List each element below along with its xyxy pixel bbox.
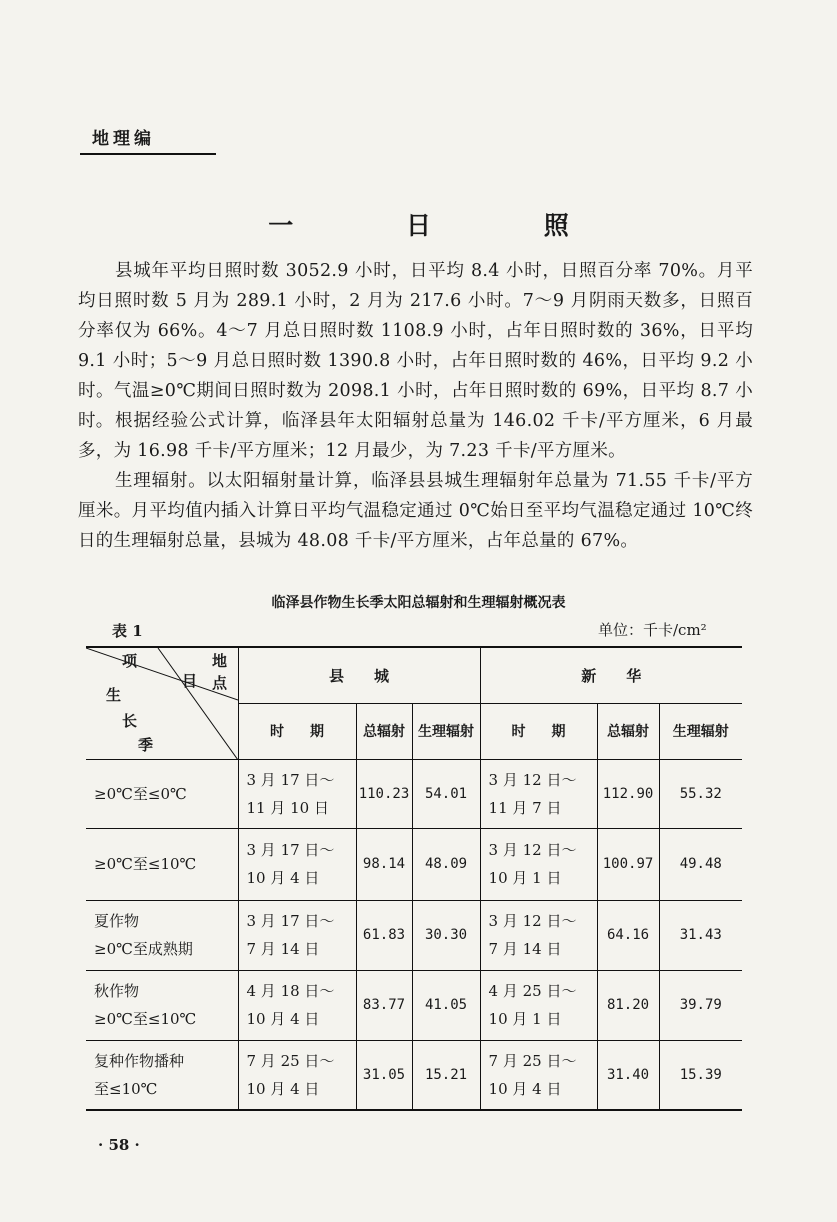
corner-label-di: 地 [212, 652, 228, 670]
period-county: 3 月 17 日～ 11 月 10 日 [238, 759, 356, 828]
row-label: ≥0℃至≤10℃ [86, 828, 238, 900]
group-header-xinhua: 新华 [480, 647, 742, 703]
period-county: 3 月 17 日～ 10 月 4 日 [238, 828, 356, 900]
physio-county: 41.05 [412, 970, 480, 1040]
period-county: 4 月 18 日～ 10 月 4 日 [238, 970, 356, 1040]
physio-xinhua: 49.48 [659, 828, 742, 900]
row-label: 秋作物 ≥0℃至≤10℃ [86, 970, 238, 1040]
period-xinhua: 3 月 12 日～ 11 月 7 日 [480, 759, 597, 828]
total-county: 98.14 [356, 828, 412, 900]
table-row [86, 759, 742, 828]
period-xinhua: 3 月 12 日～ 10 月 1 日 [480, 828, 597, 900]
physio-county: 54.01 [412, 759, 480, 828]
paragraph-solar-radiation: 根据经验公式计算，临泽县年太阳辐射总量为 146.02 千卡/平方厘米，6 月最多，为 16.98 千卡/平方厘米；12 月最少，为 7.23 千卡/平方厘米。 [78, 411, 753, 461]
page-number: · 58 · [98, 1136, 140, 1154]
row-label: ≥0℃至≤0℃ [86, 759, 238, 828]
period-xinhua: 7 月 25 日～ 10 月 4 日 [480, 1040, 597, 1110]
row-label: 夏作物 ≥0℃至成熟期 [86, 900, 238, 970]
period-county: 7 月 25 日～ 10 月 4 日 [238, 1040, 356, 1110]
total-xinhua: 81.20 [597, 970, 659, 1040]
paragraph-physiological-radiation: 生理辐射。以太阳辐射量计算，临泽县县城生理辐射年总量为 71.55 千卡/平方厘米。月平均值内插入计算日平均气温稳定通过 0℃始日至平均气温稳定通过 10℃终日的生理辐射总量，县城为 48.08 千卡/平方厘米，占年总量的 67%。 [78, 471, 753, 551]
total-county: 31.05 [356, 1040, 412, 1110]
physio-county: 30.30 [412, 900, 480, 970]
period-county: 3 月 17 日～ 7 月 14 日 [238, 900, 356, 970]
radiation-table [86, 646, 742, 1111]
subheader-period-county: 时期 [238, 703, 356, 759]
table-unit: 单位：千卡/cm² [598, 621, 707, 639]
physio-county: 15.21 [412, 1040, 480, 1110]
subheader-physio-county: 生理辐射 [412, 703, 480, 759]
corner-label-ji: 季 [138, 736, 154, 754]
total-xinhua: 31.40 [597, 1040, 659, 1110]
corner-label-xiang: 项 [122, 652, 138, 670]
physio-xinhua: 55.32 [659, 759, 742, 828]
paragraph-sunshine: 县城年平均日照时数 3052.9 小时，日平均 8.4 小时，日照百分率 70%。月平均日照时数 5 月为 289.1 小时，2 月为 217.6 小时。7～9 月阴雨天数多，日照百分率仅为 66%。4～7 月总日照时数 1108.9 小时，占年日照时数的 36%，日平均 9.1 小时；5～9 月总日照时数 1390.8 小时，占年日照时数的 46%，日平均 9.2 小时。气温≥0℃期间日照时数为 2098.1 小时，占年日照时数的 69%，日平均 8.7 小时。 [78, 261, 753, 431]
page-title: 一 日 照 [268, 211, 621, 240]
total-county: 61.83 [356, 900, 412, 970]
subheader-total-xinhua: 总辐射 [597, 703, 659, 759]
physio-county: 48.09 [412, 828, 480, 900]
table-row [86, 1040, 742, 1110]
corner-label-zhang: 长 [122, 712, 138, 730]
subheader-total-county: 总辐射 [356, 703, 412, 759]
total-xinhua: 100.97 [597, 828, 659, 900]
corner-label-mu: 目 [182, 672, 198, 690]
subheader-physio-xinhua: 生理辐射 [659, 703, 742, 759]
period-xinhua: 3 月 12 日～ 7 月 14 日 [480, 900, 597, 970]
total-xinhua: 112.90 [597, 759, 659, 828]
table-corner-header [86, 647, 238, 759]
row-label: 复种作物播种 至≤10℃ [86, 1040, 238, 1110]
table-caption: 临泽县作物生长季太阳总辐射和生理辐射概况表 [271, 595, 566, 611]
corner-label-dian: 点 [212, 674, 228, 692]
physio-xinhua: 31.43 [659, 900, 742, 970]
total-county: 83.77 [356, 970, 412, 1040]
table-row [86, 900, 742, 970]
corner-label-sheng: 生 [106, 686, 122, 704]
total-xinhua: 64.16 [597, 900, 659, 970]
period-xinhua: 4 月 25 日～ 10 月 1 日 [480, 970, 597, 1040]
total-county: 110.23 [356, 759, 412, 828]
table-label: 表 1 [112, 622, 143, 640]
physio-xinhua: 39.79 [659, 970, 742, 1040]
table-row [86, 828, 742, 900]
table-row [86, 970, 742, 1040]
section-header: 地理编 [80, 124, 216, 155]
physio-xinhua: 15.39 [659, 1040, 742, 1110]
subheader-period-xinhua: 时期 [480, 703, 597, 759]
group-header-county: 县城 [238, 647, 480, 703]
